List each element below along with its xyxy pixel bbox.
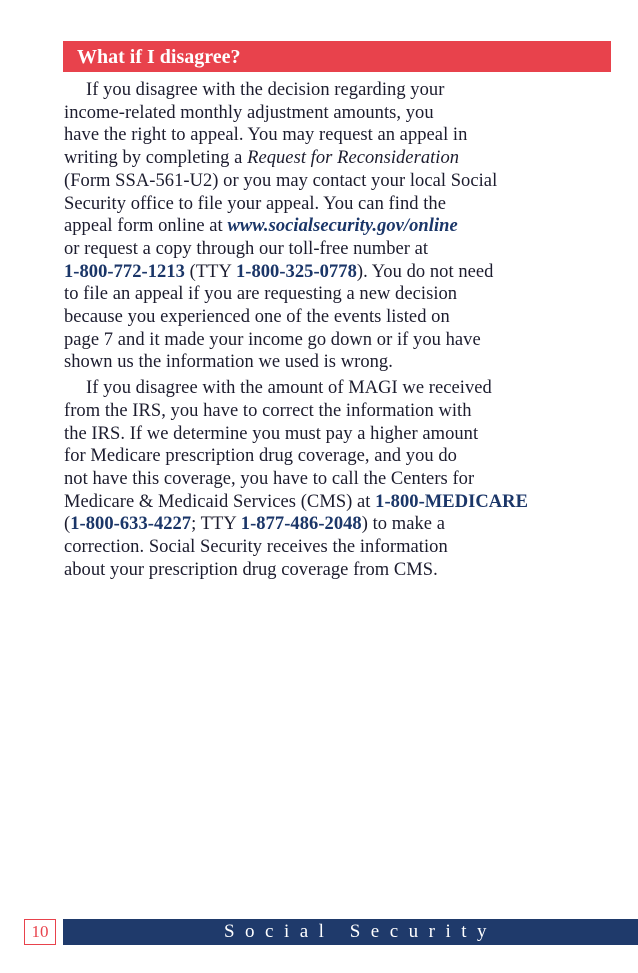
text-line: shown us the information we used is wrong. (64, 352, 393, 373)
phone-number: 1-800-633-4227 (70, 514, 192, 535)
phone-number: 1-800-772-1213 (64, 261, 185, 282)
text-line: page 7 and it made your income go down or if you have (64, 329, 481, 350)
page-number-box (24, 919, 56, 945)
page-number: 10 (31, 922, 49, 941)
text-segment: ). You do not need (356, 261, 494, 282)
text-line (64, 147, 612, 170)
text-segment: ) to make a (361, 514, 445, 535)
text-segment: appeal form online at (64, 216, 228, 237)
text-line: (Form SSA-561-U2) or you may contact your local Social (64, 170, 498, 191)
text-segment: ; TTY (191, 514, 241, 535)
section-title: What if I disagree? (77, 46, 241, 68)
tty-number: 1-877-486-2048 (240, 514, 362, 535)
text-line: not have this coverage, you have to call the Centers for (64, 468, 475, 489)
text-line: correction. Social Security receives the information (64, 537, 448, 558)
section-header-bar (63, 41, 611, 72)
website-link[interactable]: www.socialsecurity.gov/online (227, 216, 458, 237)
text-line: to file an appeal if you are requesting a new decision (64, 284, 458, 305)
text-segment: Medicare & Medicaid Services (CMS) at (64, 491, 376, 512)
phone-number: 1-800-MEDICARE (375, 491, 528, 512)
text-line (64, 261, 612, 284)
paragraph-appeal (64, 79, 612, 374)
body-text (64, 79, 612, 581)
text-line: from the IRS, you have to correct the information with (64, 400, 472, 421)
text-line: If you disagree with the amount of MAGI we received (86, 378, 492, 399)
text-line: for Medicare prescription drug coverage, and you do (64, 446, 457, 467)
tty-number: 1-800-325-0778 (235, 261, 357, 282)
paragraph-magi (64, 377, 612, 581)
text-line (64, 215, 612, 238)
text-line: have the right to appeal. You may request an appeal in (64, 125, 468, 146)
text-segment: ( (64, 514, 71, 535)
footer-brand: Social Security (223, 921, 498, 942)
text-segment: writing by completing a (64, 148, 248, 169)
text-line: about your prescription drug coverage from CMS. (64, 559, 438, 580)
text-segment: (TTY (184, 261, 236, 282)
page-footer (0, 919, 638, 945)
text-line: If you disagree with the decision regarding your (86, 80, 445, 100)
form-title: Request for Reconsideration (247, 148, 460, 169)
text-line (64, 513, 612, 536)
text-line (64, 491, 612, 514)
footer-bar (63, 919, 638, 945)
text-line: income-related monthly adjustment amounts, you (64, 102, 434, 123)
text-line: because you experienced one of the events listed on (64, 307, 450, 328)
text-line: or request a copy through our toll-free number at (64, 238, 429, 259)
text-line: Security office to file your appeal. You can find the (64, 193, 446, 214)
text-line: the IRS. If we determine you must pay a higher amount (64, 423, 479, 444)
